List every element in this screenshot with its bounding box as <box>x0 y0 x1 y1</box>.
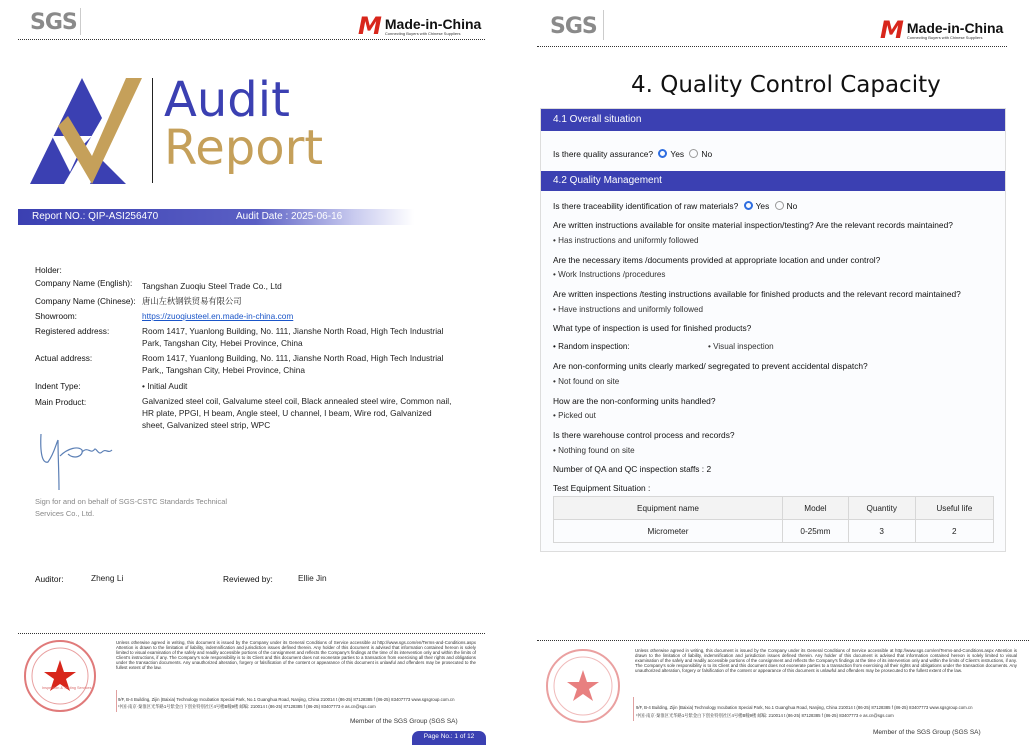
address-en: 9/F, B-4 Building, Zijin (Baixia) Technology Incubation Special Park, No.1 Guanghua Road, Nanjing, China 210014 t (86-25) 87128385 f (86-25) 83407773 www.sgsgroup.com.cn <box>636 705 973 710</box>
field-label: Company Name (Chinese): <box>35 296 136 306</box>
reviewer-name: Ellie Jin <box>298 573 327 583</box>
field-label: Company Name (English): <box>35 278 133 288</box>
title-audit: Audit <box>164 72 290 128</box>
cover-page <box>0 0 492 741</box>
staff-count: Number of QA and QC inspection staffs : 2 <box>553 464 712 474</box>
member-text: Member of the SGS Group (SGS SA) <box>873 729 981 736</box>
company-name-en: Tangshan Zuoqiu Steel Trade Co., Ltd <box>142 281 282 291</box>
showroom-link[interactable]: https://zuoqiusteel.en.made-in-china.com <box>142 311 294 321</box>
section-header-management: 4.2 Quality Management <box>541 171 1005 191</box>
sgs-stamp-icon <box>543 646 623 726</box>
answer: • Visual inspection <box>708 342 774 351</box>
equipment-label: Test Equipment Situation : <box>553 483 651 493</box>
field-label: Registered address: <box>35 326 110 336</box>
question: Are the necessary items /documents provided at appropriate location and under control? <box>553 255 881 265</box>
answer: • Random inspection: <box>553 342 630 351</box>
title-report: Report <box>164 120 324 176</box>
radio-no[interactable] <box>775 201 784 210</box>
legal-text: Unless otherwise agreed in writing, this document is issued by the Company under its General Conditions of Service accessible at http://www.sgs.com/en/Terms-and-Conditions.aspx Attention is drawn to the limitation of liability, indemnification and jurisdiction issues defined therein. Any holder of this document is advised that information contained hereon is solely limited to visual examination of the safely and readily accessible portions of the consignment and reflects the Company's findings at the time of its intervention only and within the limits of Client's instructions, if any. The Company's sole responsibility is to its Client and this document does not exonerate parties to a transaction from exercising all their rights and obligations under the transaction documents. Any unauthorized alteration, forgery or falsification of the content or appearance of this document is unlawful and offenders may be prosecuted to the fullest extent of the law. <box>635 648 1017 673</box>
report-banner: Report NO.: QIP-ASI256470 Audit Date : 2025-06-16 <box>18 209 414 225</box>
sgs-logo: SGS <box>30 10 77 35</box>
question-traceability: Is there traceability identification of raw materials? Yes No <box>553 201 798 211</box>
made-in-china-logo: M Made-in-China Connecting Buyers with Chinese Suppliers <box>880 16 1004 44</box>
radio-no[interactable] <box>689 149 698 158</box>
audit-logo-icon <box>30 76 142 184</box>
address-en: 9/F, B-4 Building, Zijin (Baixia) Technology Incubation Special Park, No.1 Guanghua Road, Nanjing, China 210014 t (86-25) 87128385 f (86-25) 83407773 www.sgsgroup.com.cn <box>118 697 455 702</box>
question: Are written instructions available for onsite material inspection/testing? Are the relevant records maintained? <box>553 220 953 230</box>
question-qa: Is there quality assurance? Yes No <box>553 149 713 159</box>
answer: • Work Instructions /procedures <box>553 270 666 279</box>
equipment-table: Equipment name Model Quantity Useful life Micrometer 0-25mm 3 2 <box>553 496 994 543</box>
stamp-text: Inspection & Testing Services <box>42 686 92 690</box>
question: Are non-conforming units clearly marked/ segregated to prevent accidental dispatch? <box>553 361 868 371</box>
answer: • Have instructions and uniformly followed <box>553 305 703 314</box>
company-name-cn: 唐山左秋钢铁贸易有限公司 <box>142 296 242 306</box>
question: Are written inspections /testing instructions available for finished products and the relevant record maintained? <box>553 289 961 299</box>
actual-address: Room 1417, Yuanlong Building, No. 111, Jianshe North Road, High Tech Industrial Park,, Tangshan City, Hebei Province, China <box>142 353 444 375</box>
reviewer-label: Reviewed by: <box>223 574 273 584</box>
address-cn: 中国·南京·秦淮区光华路1号紫金白下创业特别社区4号楼B幢9楼 邮编: 210014 t (86-25) 87128385 f (86-25) 83407773 e as.cn@sgs.com <box>118 704 376 709</box>
main-product: Galvanized steel coil, Galvalume steel coil, Black annealed steel wire, Common nail, HR plate, PPGI, H beam, Angle steel, U channel, I beam, Wire rod, Galvanized sheet, Galvanized steel strip, WPC <box>142 396 452 430</box>
made-in-china-logo: M Made-in-China Connecting Buyers with Chinese Suppliers <box>358 12 482 40</box>
holder-label: Holder: <box>35 265 62 275</box>
field-label: Showroom: <box>35 311 77 321</box>
question: How are the non-conforming units handled? <box>553 396 716 406</box>
field-label: Actual address: <box>35 353 93 363</box>
member-text: Member of the SGS Group (SGS SA) <box>350 718 458 725</box>
page-number: Page No.: 1 of 12 <box>412 731 486 745</box>
question: What type of inspection is used for finished products? <box>553 323 752 333</box>
field-label: Indent Type: <box>35 381 81 391</box>
field-label: Main Product: <box>35 397 87 407</box>
legal-text: Unless otherwise agreed in writing, this document is issued by the Company under its General Conditions of Service accessible at http://www.sgs.com/en/Terms-and-Conditions.aspx Attention is drawn to the limitation of liability, indemnification and jurisdiction issues defined therein. Any holder of this document is advised that information contained hereon is solely limited to visual examination of the safely and readily accessible portions of the consignment and reflects the Company's findings at the time of its intervention only and within the limits of Client's instructions, if any. The Company's sole responsibility is to its Client and this document does not exonerate parties to a transaction from exercising all their rights and obligations under the transaction documents. Any unauthorized alteration, forgery or falsification of the content or appearance of this document is unlawful and offenders may be prosecuted to the fullest extent of the law. <box>116 640 476 670</box>
qc-panel <box>540 108 1006 552</box>
sign-text: Sign for and on behalf of SGS-CSTC Standards Technical Services Co., Ltd. <box>35 497 228 518</box>
address-cn: 中国·南京·秦淮区光华路1号紫金白下创业特别社区4号楼B幢9楼 邮编: 210014 t (86-25) 87128385 f (86-25) 83407773 e as.cn@sgs.com <box>636 713 894 718</box>
registered-address: Room 1417, Yuanlong Building, No. 111, Jianshe North Road, High Tech Industrial Park, Tangshan City, Hebei Province, China <box>142 326 444 348</box>
sgs-logo: SGS <box>550 14 597 39</box>
section-title: 4. Quality Control Capacity <box>631 72 941 98</box>
radio-yes[interactable] <box>744 201 753 210</box>
signature <box>38 432 128 492</box>
radio-yes[interactable] <box>658 149 667 158</box>
indent-type: • Initial Audit <box>142 381 188 391</box>
table-row: Micrometer 0-25mm 3 2 <box>554 520 994 543</box>
quality-control-page <box>515 0 1031 741</box>
sgs-stamp-icon <box>22 638 98 714</box>
answer: • Nothing found on site <box>553 446 635 455</box>
answer: • Not found on site <box>553 377 620 386</box>
auditor-label: Auditor: <box>35 574 64 584</box>
question: Is there warehouse control process and records? <box>553 430 735 440</box>
answer: • Has instructions and uniformly followed <box>553 236 699 245</box>
section-header-overall: 4.1 Overall situation <box>541 109 1005 131</box>
answer: • Picked out <box>553 411 596 420</box>
auditor-name: Zheng Li <box>91 573 124 583</box>
